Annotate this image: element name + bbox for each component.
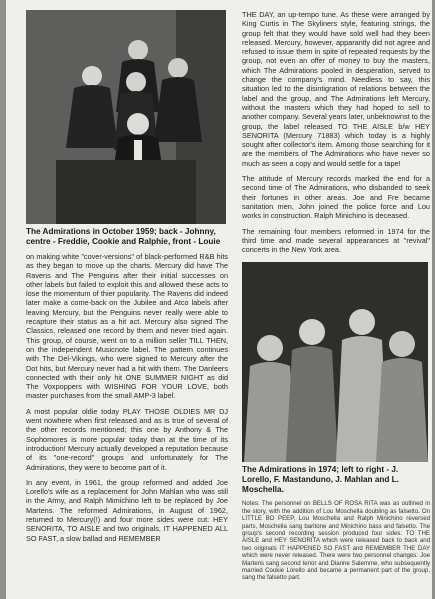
article-paragraph: In any event, in 1961, the group reformed and added Joe Lorello's wife as a replacement for John Mahlan who was still in the Army, and Ralph Mimichino left to be replaced by Joe Martens. The reformed Admirations, in August of 1962, returned to Mercury(!) and four more sides were cut: HEY SENORITA, TO AISLE and two originals, IT HAPPENED ALL SO FAST, a slow ballad and REMEMBER <box>26 477 228 543</box>
left-column <box>26 10 228 549</box>
notes-box: Notes: The personnel on BELLS OF ROSA RITA was as outlined in the story, with the addition of Lou Moschella doubling as falsetto. On LITTLE BO PEEP, Lou Moschella and Ralph Minichino reversed parts, Moschella sang baritone and Minichino bass and falsetto. The group's second recording session produced four sides: TO THE AISLE and HEY SENORITA which were released back to back and two originals IT HAPPENED SO FAST and REMEMBER THE DAY which were never released. There were two personnel changes: Joe Martens sang second tenor and Dianne Salemme, who subsequently married Cookie Lorello and became a permanent part of the group, sang the falsetto part. <box>242 500 430 582</box>
article-paragraph: A most popular oldie today PLAY THOSE OLDIES MR DJ went nowhere when first released and as is true of several of the other records mentioned; this one by Anthony & The Sophomores is more popular today than at the time of its introduction! Mercury actually developed a reputation because of its "one-record" groups and unfortunately for The Admirations, they were to become part of it. <box>26 406 228 472</box>
magazine-page <box>6 0 432 599</box>
photo-1959-caption: The Admirations in October 1959; back - Johnny, centre - Freddie, Cookie and Ralphie, front - Louie <box>26 227 221 246</box>
right-column <box>242 10 430 582</box>
article-paragraph: THE DAY, an up-tempo tune. As these were arranged by King Curtis in The Skyliners style, featuring strings, the group felt that they would have sold well had they been released. Mercury, however, apparantly did not agree and refused to issue them in spite of repeated requests by the group, not even an offer of money to buy the masters, which The Admirations pooled in desperation, served to change the company's mind. Needless to say, this situation led to the disintigration of relations between the label and the group, and The Admirations left Mercury, without the masters which they had hoped to sell to another company. Several years later, unbeknownst to the group, the label released TO THE AISLE b/w HEY SENORITA (Mercury 71883) which today is a highly sought after collector's item. Among those searching for it are the members of The Admirations who have never so much as seen a copy and would settle for a tape! <box>242 10 430 168</box>
group-photo-1974 <box>242 262 428 462</box>
group-photo-1959 <box>26 10 226 224</box>
article-paragraph: The remaining four members reformed in 1974 for the third time and made several appearances at "revival" concerts in the New York area. <box>242 226 430 255</box>
article-paragraph: The attitude of Mercury records marked the end for a second time of The Admirations, who disbanded to seek their fortunes in other areas. Joe and Fre became sanitation men, John joined the police force and Lou works in construction. Ralph Minichino is deceased. <box>242 174 430 221</box>
photo-1974-caption: The Admirations in 1974; left to right - J. Lorello, F. Mastanduno, J. Mahlan and L. Moschella. <box>242 465 399 495</box>
article-paragraph: on making white "cover-versions" of black-performed R&B hits as they began to move up the charts. Mercury did have The Ravens and The Penguins after their initial successes on other labels but failed to exploit this and allowed these acts to lose the momentum of thier popularity. The Ravens did indeed later make a come-back on the Jubilee and Atco labels after leaving Mercury, but the Penguins never really were able to recapture their status as a hit act. Mercury also signed The Classics, released one record by them and never tried again. This group, of course, went on to a million seller TILL THEN, on the independent Musicnote label. The pattern continues with The Del-Vikings, who were signed to Mercury after the Dot hits, but Mercury never had a hit with them. The Danleers connected with their only hit ONE SUMMER NIGHT as did The Voxpoppers with WISHING FOR YOUR LOVE, both master purchases from the small AMP-3 label. <box>26 252 228 401</box>
